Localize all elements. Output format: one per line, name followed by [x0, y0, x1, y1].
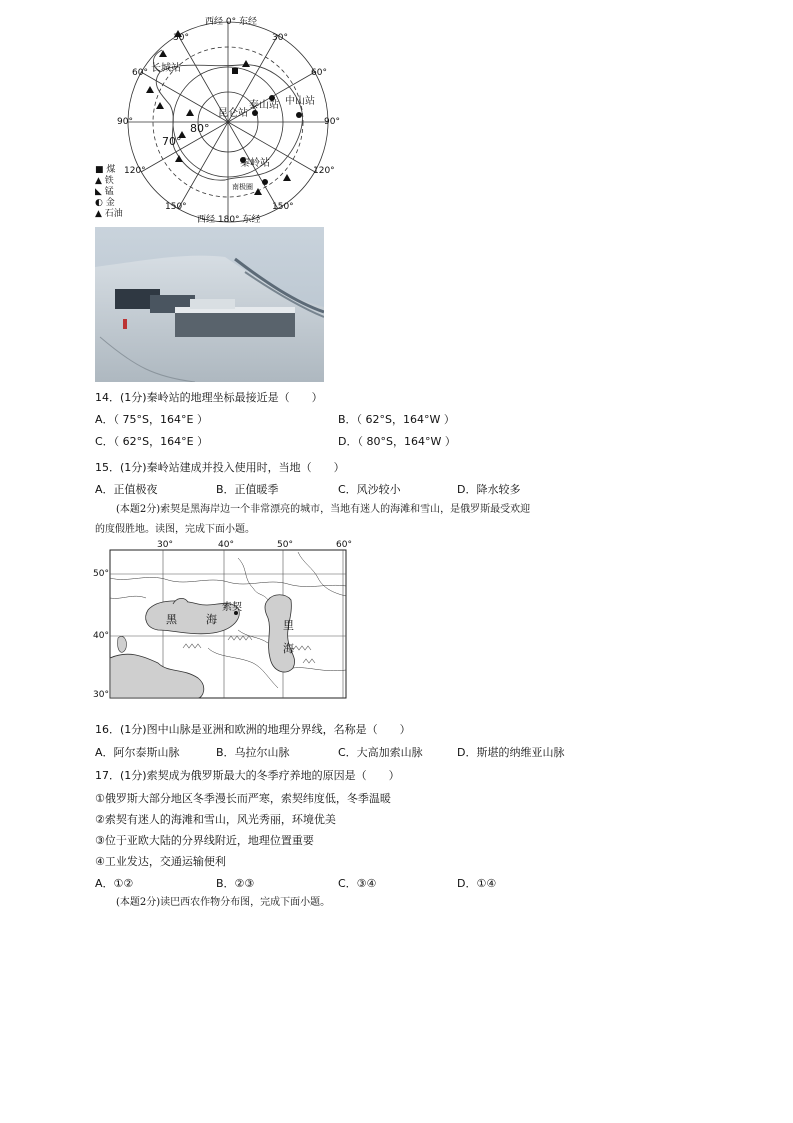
brazil-intro: (本题2分)读巴西农作物分布图，完成下面小题。: [116, 897, 331, 908]
lat-label: 70°: [162, 135, 182, 148]
q17-option-b[interactable]: B．②③: [216, 877, 255, 890]
station-label: 秦岭站: [240, 158, 270, 169]
q17-option-d[interactable]: D．①④: [457, 877, 497, 890]
station-photo: [95, 227, 324, 382]
lon-label: 30°: [272, 33, 288, 43]
q15-option-d[interactable]: D．降水较多: [457, 483, 521, 496]
legend-item-coal: ■ 煤: [95, 165, 116, 175]
q17-stem: 17．(1分)索契成为俄罗斯最大的冬季疗养地的原因是（ ）: [95, 769, 400, 782]
sea-lon-label: 40°: [218, 540, 234, 550]
lon-label: 150°: [165, 202, 187, 212]
lat-label: 80°: [190, 122, 210, 135]
sea-lat-label: 40°: [93, 631, 109, 641]
lon-label: 60°: [311, 68, 327, 78]
circle-label: 南极圈: [232, 183, 253, 191]
q17-option-c[interactable]: C．③④: [338, 877, 377, 890]
q14-option-c[interactable]: C．（ 62°S，164°E ）: [95, 435, 209, 448]
q15-stem: 15．(1分)秦岭站建成并投入使用时，当地（ ）: [95, 461, 345, 474]
legend-item-gold: ◐ 金: [95, 198, 115, 208]
lon-label: 90°: [324, 117, 340, 127]
q17-statement: ③位于亚欧大陆的分界线附近，地理位置重要: [95, 834, 314, 847]
lon-label: 120°: [313, 166, 335, 176]
map-legend: [95, 165, 123, 220]
map-bottom-label: 西经 180° 东经: [197, 215, 261, 225]
station-label: 泰山站: [249, 100, 279, 111]
sochi-intro-line1: (本题2分)索契是黑海岸边一个非常漂亮的城市，当地有迷人的海滩和雪山，是俄罗斯最受欢迎: [116, 504, 531, 515]
legend-item-manganese: ◣ 锰: [95, 187, 114, 197]
map-top-label: 西经 0° 东经: [205, 17, 257, 27]
lon-label: 60°: [132, 68, 148, 78]
q14-option-b[interactable]: B．（ 62°S，164°W ）: [338, 413, 455, 426]
sochi-intro-line2: 的度假胜地。读图，完成下面小题。: [95, 524, 255, 535]
sea-lon-label: 50°: [277, 540, 293, 550]
q15-option-b[interactable]: B．正值暖季: [216, 483, 279, 496]
city-label-sochi: 索契: [222, 602, 242, 613]
q16-option-d[interactable]: D．斯堪的纳维亚山脉: [457, 746, 565, 759]
q15-option-a[interactable]: A．正值极夜: [95, 483, 158, 496]
station-photo-svg: [95, 227, 324, 382]
caspian-label: 海: [283, 642, 294, 655]
q17-statement: ②索契有迷人的海滩和雪山，风光秀丽，环境优美: [95, 813, 336, 826]
q17-statement: ①俄罗斯大部分地区冬季漫长而严寒，索契纬度低，冬季温暖: [95, 792, 391, 805]
black-sea-label: 海: [206, 613, 217, 626]
q16-option-c[interactable]: C．大高加索山脉: [338, 746, 423, 759]
q16-stem: 16．(1分)图中山脉是亚洲和欧洲的地理分界线，名称是（ ）: [95, 723, 411, 736]
lon-label: 30°: [173, 33, 189, 43]
sea-lon-label: 60°: [336, 540, 352, 550]
black-sea-map-svg: [88, 538, 358, 708]
q14-stem: 14．(1分)秦岭站的地理坐标最接近是（ ）: [95, 391, 323, 404]
q15-option-c[interactable]: C．风沙较小: [338, 483, 401, 496]
legend-item-iron: ▲ 铁: [95, 176, 114, 186]
station-label: 长城站: [151, 63, 181, 74]
lon-label: 150°: [272, 202, 294, 212]
caspian-label: 里: [283, 619, 294, 632]
lon-label: 90°: [117, 117, 133, 127]
q14-option-d[interactable]: D．（ 80°S，164°W ）: [338, 435, 456, 448]
sea-lat-label: 50°: [93, 569, 109, 579]
station-label: 昆仑站: [218, 108, 248, 119]
sea-lat-label: 30°: [93, 690, 109, 700]
black-sea-label: 黑: [166, 613, 177, 626]
q16-option-a[interactable]: A．阿尔泰斯山脉: [95, 746, 180, 759]
station-label: 中山站: [285, 96, 315, 107]
q14-option-a[interactable]: A．（ 75°S，164°E ）: [95, 413, 208, 426]
q17-statement: ④工业发达，交通运输便利: [95, 855, 226, 868]
black-sea-map: [88, 538, 358, 708]
q16-option-b[interactable]: B．乌拉尔山脉: [216, 746, 290, 759]
lon-label: 120°: [124, 166, 146, 176]
sea-lon-label: 30°: [157, 540, 173, 550]
legend-item-oil: ▲ 石油: [95, 209, 123, 219]
q17-option-a[interactable]: A．①②: [95, 877, 134, 890]
